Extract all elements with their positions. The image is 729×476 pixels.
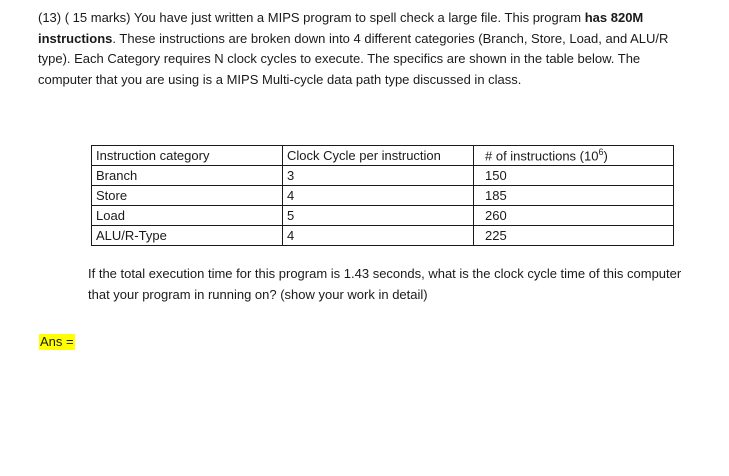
cell-category: Branch [92,166,283,186]
header-category: Instruction category [92,146,283,166]
cell-cpi: 4 [283,186,474,206]
header-cpi: Clock Cycle per instruction [283,146,474,166]
header-count-close: ) [603,148,608,164]
question-bold-instructions: instructions [38,30,113,46]
cell-cpi: 4 [283,226,474,246]
question-bold-count: has 820M [584,10,644,25]
header-count-text: # of instructions (10 [485,148,599,164]
cell-cpi: 3 [283,166,474,186]
table-row [92,166,674,186]
cell-cpi: 5 [283,206,474,226]
table-header-row [92,146,674,166]
instruction-table [91,145,674,246]
table-row [92,226,674,246]
question-rest: . These instructions are broken down into 4 different categories (Branch, Store, Load, and ALU/R type). Each Category requires N clock cycles to execute. The specifics are shown in the table below. The computer that you are using is a MIPS Multi-cycle data path type discussed in class. [38,30,669,87]
cell-count: 225 [474,226,674,246]
cell-count: 260 [474,206,674,226]
table-row [92,206,674,226]
cell-count: 185 [474,186,674,206]
cell-count: 150 [474,166,674,186]
header-count [474,146,674,166]
cell-category: Load [92,206,283,226]
question-text [38,8,678,90]
followup-question: If the total execution time for this program is 1.43 seconds, what is the clock cycle time of this computer that your program in running on? (show your work in detail) [88,266,682,302]
header-count-exponent: 6 [598,147,604,158]
question-prefix: (13) ( 15 marks) You have just written a MIPS program to spell check a large file. This program [38,10,585,25]
answer-label[interactable]: Ans = [40,334,74,349]
cell-category: Store [92,186,283,206]
table-row [92,186,674,206]
cell-category: ALU/R-Type [92,226,283,246]
